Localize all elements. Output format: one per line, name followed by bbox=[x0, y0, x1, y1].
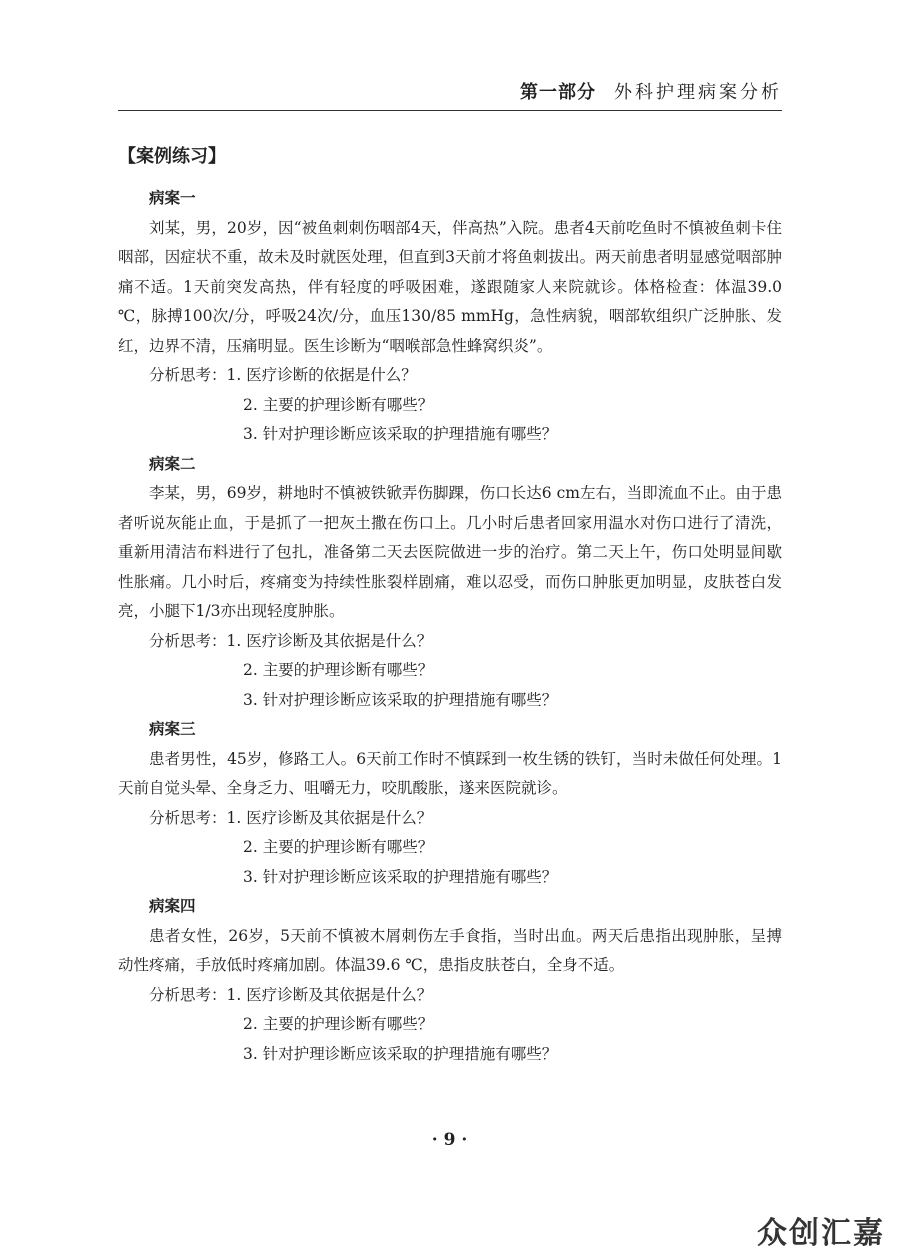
case-title: 病案一 bbox=[149, 189, 196, 207]
case-title: 病案四 bbox=[149, 897, 196, 915]
question-2: 2. 主要的护理诊断有哪些？ bbox=[243, 838, 434, 856]
header-part: 第一部分 bbox=[520, 82, 596, 103]
case-title: 病案二 bbox=[149, 454, 196, 473]
case-body: 患者女性，26岁，5天前不慎被木屑刺伤左手食指，当时出血。两天后患指出现肿胀，呈搏动性疼痛，手放低时疼痛加剧。体温39.6 ℃，患指皮肤苍白，全身不适。 bbox=[118, 926, 782, 974]
question-1: 分析思考：1. 医疗诊断及其依据是什么？ bbox=[149, 631, 433, 650]
watermark-logo: 众创汇嘉 bbox=[757, 1216, 885, 1251]
question-1: 分析思考：1. 医疗诊断的依据是什么？ bbox=[149, 366, 417, 384]
question-3: 3. 针对护理诊断应该采取的护理措施有哪些？ bbox=[243, 867, 558, 886]
running-header bbox=[120, 78, 782, 108]
question-1: 分析思考：1. 医疗诊断及其依据是什么？ bbox=[149, 808, 433, 827]
case-body: 刘某，男，20岁，因“被鱼刺刺伤咽部4天，伴高热”入院。患者4天前吃鱼时不慎被鱼刺卡住咽部，因症状不重，故未及时就医处理，但直到3天前才将鱼刺拔出。两天前患者明显感觉咽部肿痛不适。1天前突发高热，伴有轻度的呼吸困难，遂跟随家人来院就诊。体格检查：体温39.0 ℃，脉搏100次/分，呼吸24次/分，血压130/85 mmHg，急性病貌，咽部软组织广泛肿胀、发红，边界不清，压痛明显。医生诊断为“咽喉部急性蜂窝织炎”。 bbox=[118, 218, 782, 355]
page-number: · 9 · bbox=[431, 1130, 468, 1150]
header-rule bbox=[118, 110, 782, 111]
header-title: 外科护理病案分析 bbox=[614, 82, 782, 103]
page-content bbox=[118, 184, 782, 1069]
question-2: 2. 主要的护理诊断有哪些？ bbox=[243, 661, 434, 679]
question-2: 2. 主要的护理诊断有哪些？ bbox=[243, 1015, 434, 1033]
question-3: 3. 针对护理诊断应该采取的护理措施有哪些？ bbox=[243, 1044, 558, 1063]
question-3: 3. 针对护理诊断应该采取的护理措施有哪些？ bbox=[243, 690, 558, 709]
section-title: 【案例练习】 bbox=[118, 146, 226, 167]
question-2: 2. 主要的护理诊断有哪些？ bbox=[243, 395, 434, 414]
case-body: 李某，男，69岁，耕地时不慎被铁锨弄伤脚踝，伤口长达6 cm左右，当即流血不止。由于患者听说灰能止血，于是抓了一把灰土撒在伤口上。几小时后患者回家用温水对伤口进行了清洗，重新用清洁布料进行了包扎，准备第二天去医院做进一步的治疗。第二天上午，伤口处明显间歇性胀痛。几小时后，疼痛变为持续性胀裂样剧痛，难以忍受，而伤口肿胀更加明显，皮肤苍白发亮，小腿下1/3亦出现轻度肿胀。 bbox=[118, 484, 782, 620]
case-body: 患者男性，45岁，修路工人。6天前工作时不慎踩到一枚生锈的铁钉，当时未做任何处理。1天前自觉头晕、全身乏力、咀嚼无力，咬肌酸胀，遂来医院就诊。 bbox=[118, 749, 782, 797]
case-title: 病案三 bbox=[149, 720, 196, 738]
question-1: 分析思考：1. 医疗诊断及其依据是什么？ bbox=[149, 985, 433, 1004]
question-3: 3. 针对护理诊断应该采取的护理措施有哪些？ bbox=[243, 425, 558, 443]
